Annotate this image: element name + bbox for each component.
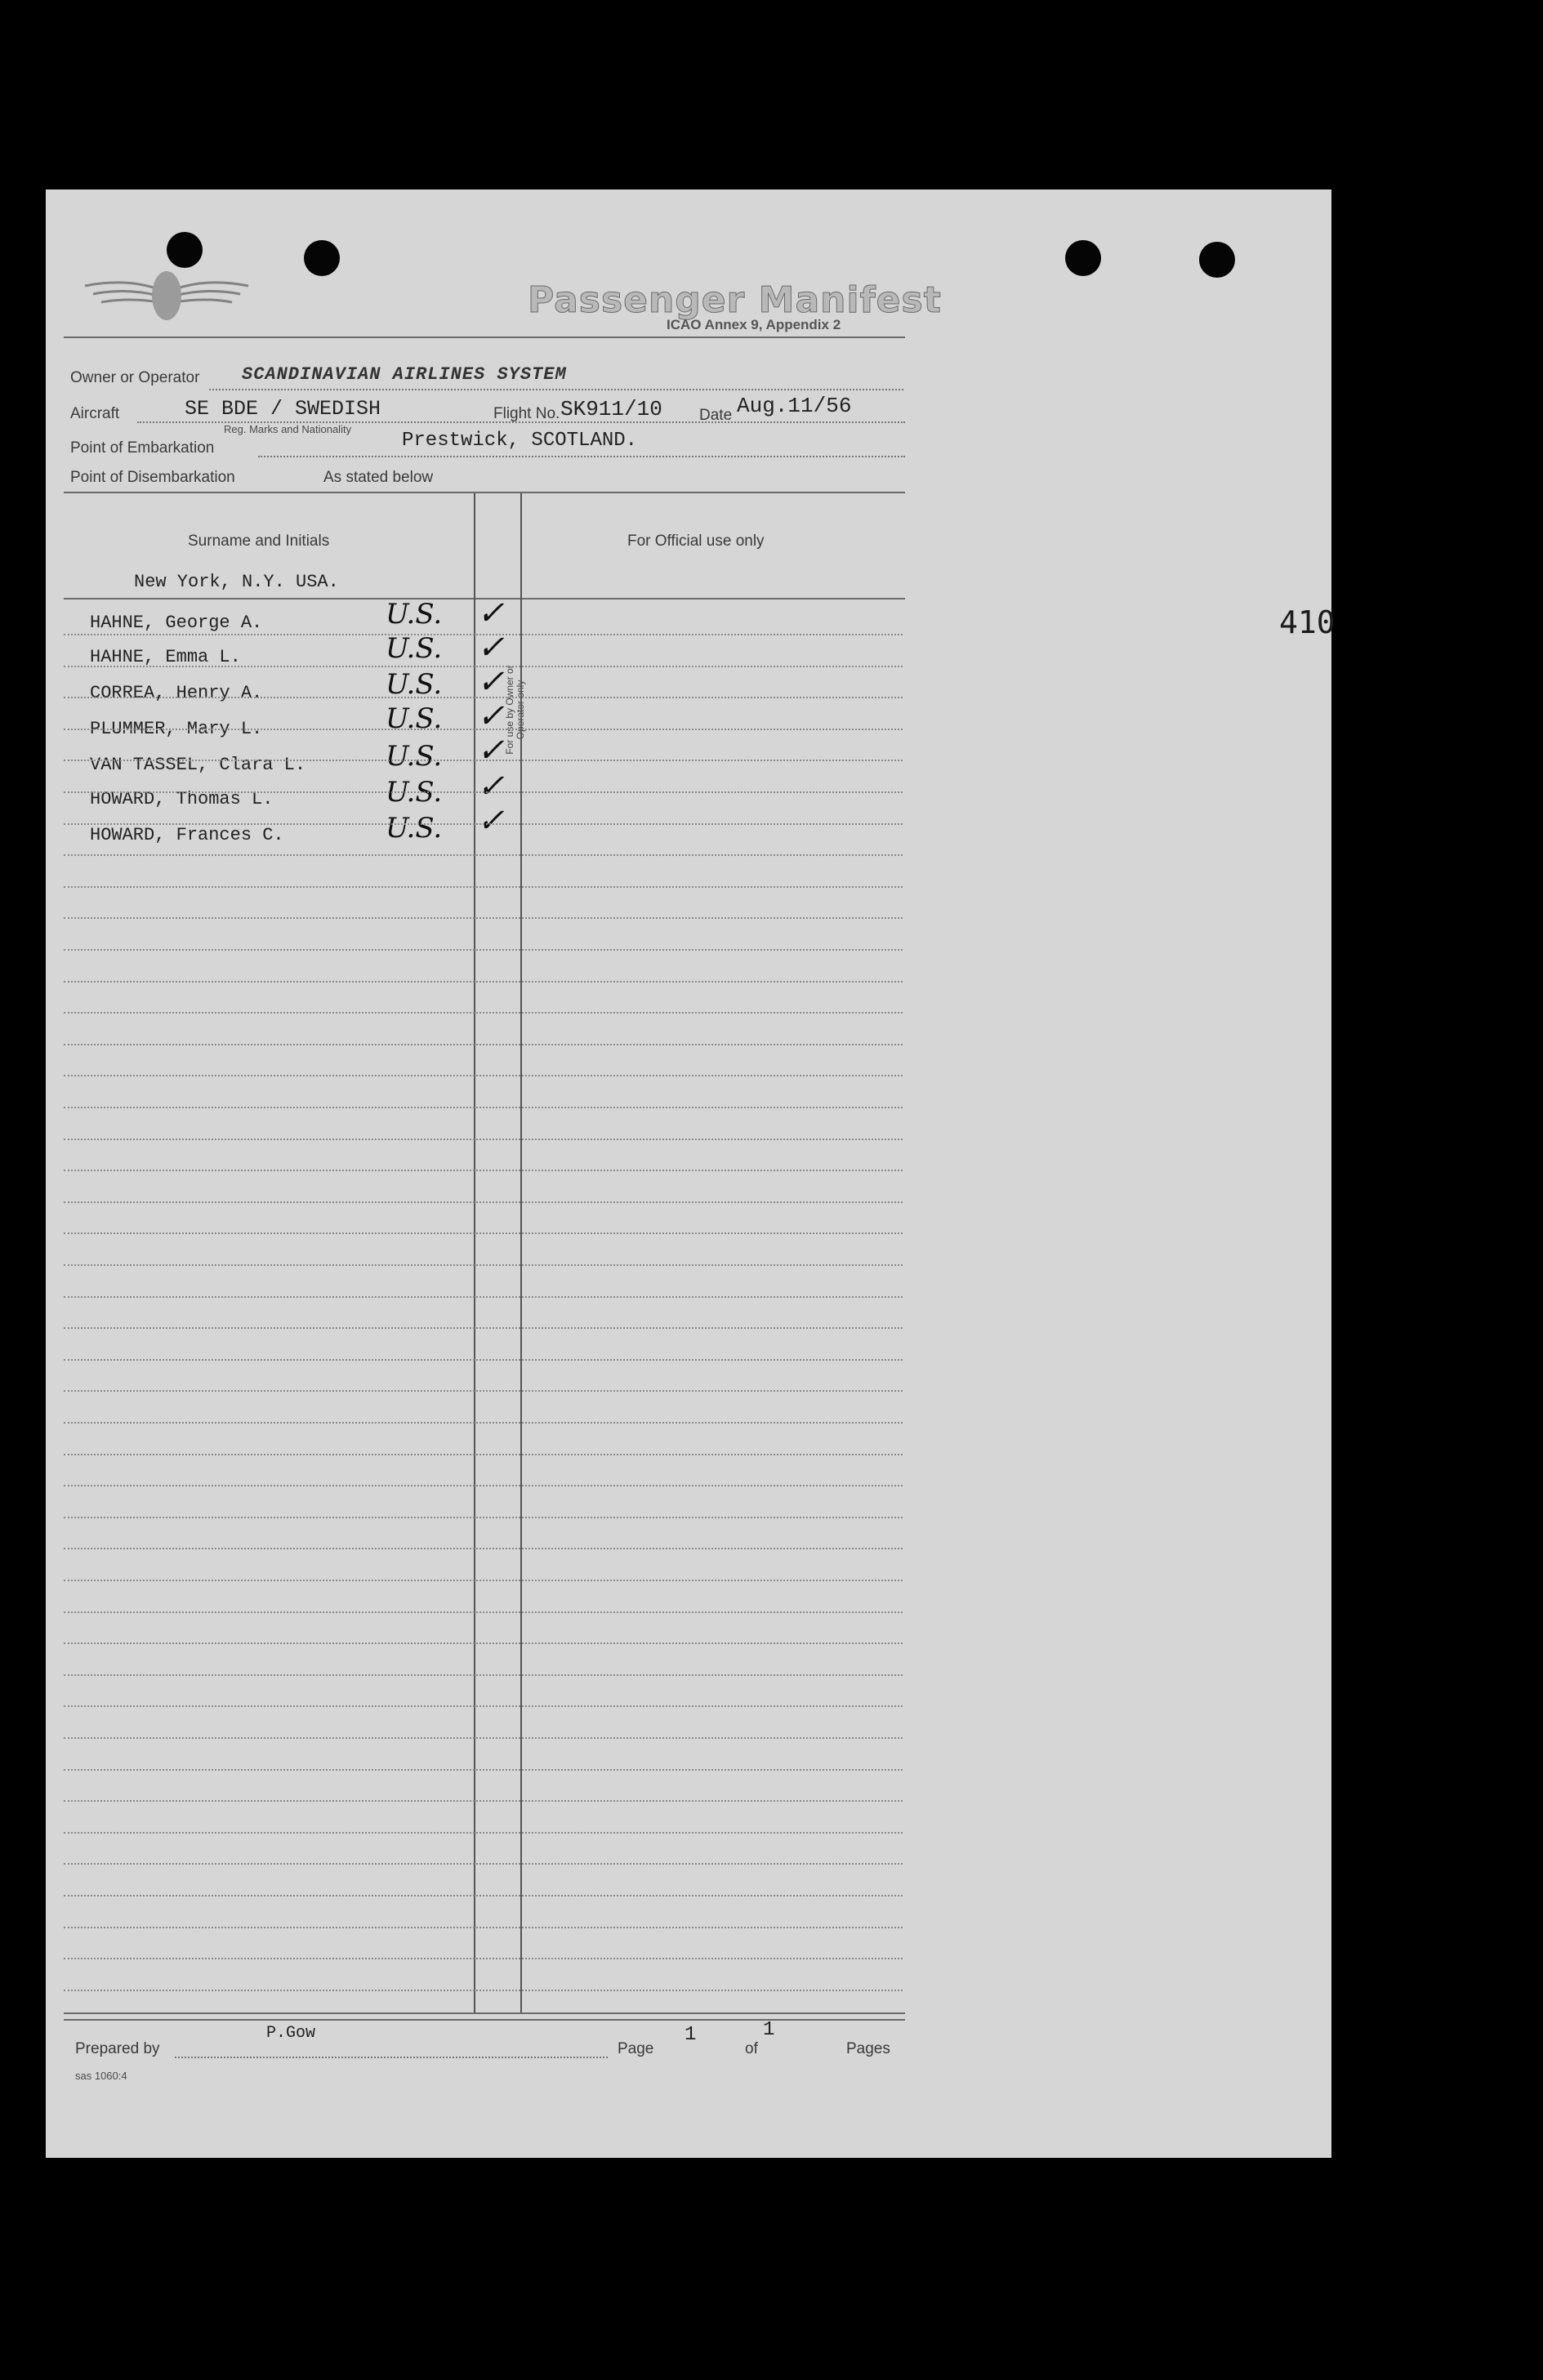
table-row-line xyxy=(64,1044,903,1045)
pages-label: Pages xyxy=(846,2040,890,2057)
header-rule xyxy=(64,336,905,338)
table-bottom-rule xyxy=(64,2012,905,2014)
table-row-line xyxy=(64,1548,903,1549)
table-bottom-rule xyxy=(64,2019,905,2021)
table-row-line xyxy=(64,1390,903,1392)
table-row-line xyxy=(64,886,903,888)
passenger-name: PLUMMER, Mary L. xyxy=(90,719,263,739)
table-row-line xyxy=(64,1012,903,1014)
table-row-line xyxy=(64,1927,903,1928)
table-row-line xyxy=(64,1705,903,1707)
table-row-line xyxy=(64,666,903,667)
check-mark: ✓ xyxy=(477,802,505,840)
flight-value: SK911/10 xyxy=(560,397,662,421)
page-label: Page xyxy=(618,2040,654,2057)
embarkation-label: Point of Embarkation xyxy=(70,439,215,457)
table-row-line xyxy=(64,1359,903,1361)
aircraft-note: Reg. Marks and Nationality xyxy=(224,423,352,435)
of-value: 1 xyxy=(763,2019,775,2041)
date-value: Aug.11/56 xyxy=(737,394,852,418)
passenger-name: HAHNE, Emma L. xyxy=(90,647,241,667)
column-divider xyxy=(474,493,475,2012)
table-row-line xyxy=(64,634,903,635)
table-row-line xyxy=(64,1327,903,1329)
owner-label: Owner or Operator xyxy=(70,369,200,386)
passenger-name: HAHNE, George A. xyxy=(90,613,263,633)
of-label: of xyxy=(745,2040,758,2057)
table-row-line xyxy=(64,1201,903,1203)
table-row-line xyxy=(64,1674,903,1676)
prepared-by-value: P.Gow xyxy=(266,2024,316,2043)
table-row-line xyxy=(64,1454,903,1455)
table-row-line xyxy=(64,1737,903,1739)
punch-hole xyxy=(1065,240,1101,276)
table-row-line xyxy=(64,791,903,793)
date-label: Date xyxy=(699,407,733,424)
prepared-by-label: Prepared by xyxy=(75,2040,160,2057)
table-row-line xyxy=(64,1139,903,1140)
aircraft-label: Aircraft xyxy=(70,405,120,422)
embarkation-underline xyxy=(258,456,905,457)
table-row-line xyxy=(64,1990,903,1991)
table-row-line xyxy=(64,1611,903,1613)
table-row-line xyxy=(64,1264,903,1266)
embarkation-value: Prestwick, SCOTLAND. xyxy=(402,430,638,452)
form-title: Passenger Manifest xyxy=(528,279,942,321)
table-row-line xyxy=(64,1832,903,1834)
form-code: sas 1060:4 xyxy=(75,2070,127,2082)
table-row-line xyxy=(64,1769,903,1771)
check-mark: ✓ xyxy=(477,663,505,701)
passenger-nationality: U.S. xyxy=(386,776,443,809)
check-mark: ✓ xyxy=(477,629,505,666)
col-header-official: For Official use only xyxy=(627,533,765,550)
page-value: 1 xyxy=(685,2024,697,2046)
destination-heading: New York, N.Y. USA. xyxy=(134,572,339,592)
passenger-name: HOWARD, Frances C. xyxy=(90,825,284,845)
margin-page-number: 410 xyxy=(1279,604,1336,640)
table-row-line xyxy=(64,1517,903,1518)
col-header-operator: For use by Owner or Operator only xyxy=(504,665,526,755)
table-row-line xyxy=(64,917,903,919)
table-row-line xyxy=(64,1958,903,1959)
table-row-line xyxy=(64,1485,903,1486)
table-row-line xyxy=(64,1580,903,1581)
passenger-nationality: U.S. xyxy=(386,668,443,701)
table-row-line xyxy=(64,1895,903,1896)
table-row-line xyxy=(64,1170,903,1171)
aircraft-value: SE BDE / SWEDISH xyxy=(185,397,381,421)
table-row-line xyxy=(64,1232,903,1234)
table-row-line xyxy=(64,1863,903,1865)
table-row-line xyxy=(64,1296,903,1298)
table-row-line xyxy=(64,697,903,698)
form-subtitle: ICAO Annex 9, Appendix 2 xyxy=(667,317,841,332)
table-row-line xyxy=(64,949,903,951)
table-row-line xyxy=(64,760,903,761)
passenger-nationality: U.S. xyxy=(386,598,443,631)
passenger-nationality: U.S. xyxy=(386,812,443,845)
airline-logo-icon xyxy=(77,261,256,327)
table-top-rule xyxy=(64,492,905,493)
passenger-name: VAN TASSEL, Clara L. xyxy=(90,755,306,775)
check-mark: ✓ xyxy=(477,732,505,769)
manifest-sheet xyxy=(46,189,1336,2158)
disembarkation-label: Point of Disembarkation xyxy=(70,469,235,486)
table-row-line xyxy=(64,729,903,730)
passenger-nationality: U.S. xyxy=(386,740,443,773)
table-row-line xyxy=(64,981,903,983)
table-row-line xyxy=(64,823,903,825)
check-mark: ✓ xyxy=(477,698,505,735)
passenger-name: CORREA, Henry A. xyxy=(90,683,263,703)
flight-label: Flight No. xyxy=(493,405,560,422)
owner-underline xyxy=(209,389,903,390)
aircraft-underline xyxy=(137,421,905,423)
table-row-line xyxy=(64,1422,903,1424)
disembarkation-value: As stated below xyxy=(323,469,434,486)
check-mark: ✓ xyxy=(477,768,505,805)
owner-value: SCANDINAVIAN AIRLINES SYSTEM xyxy=(242,364,567,385)
punch-hole xyxy=(304,240,340,276)
passenger-nationality: U.S. xyxy=(386,702,443,735)
table-row-line xyxy=(64,1075,903,1076)
punch-hole xyxy=(1199,242,1235,278)
table-row-line xyxy=(64,1800,903,1802)
column-divider xyxy=(520,493,522,2012)
col-header-surname: Surname and Initials xyxy=(188,533,330,550)
table-row-line xyxy=(64,854,903,856)
check-mark: ✓ xyxy=(477,595,505,632)
prepared-underline xyxy=(175,2057,608,2058)
table-row-line xyxy=(64,1642,903,1644)
passenger-name: HOWARD, Thomas L. xyxy=(90,789,274,809)
passenger-nationality: U.S. xyxy=(386,632,443,665)
table-row-line xyxy=(64,1107,903,1108)
